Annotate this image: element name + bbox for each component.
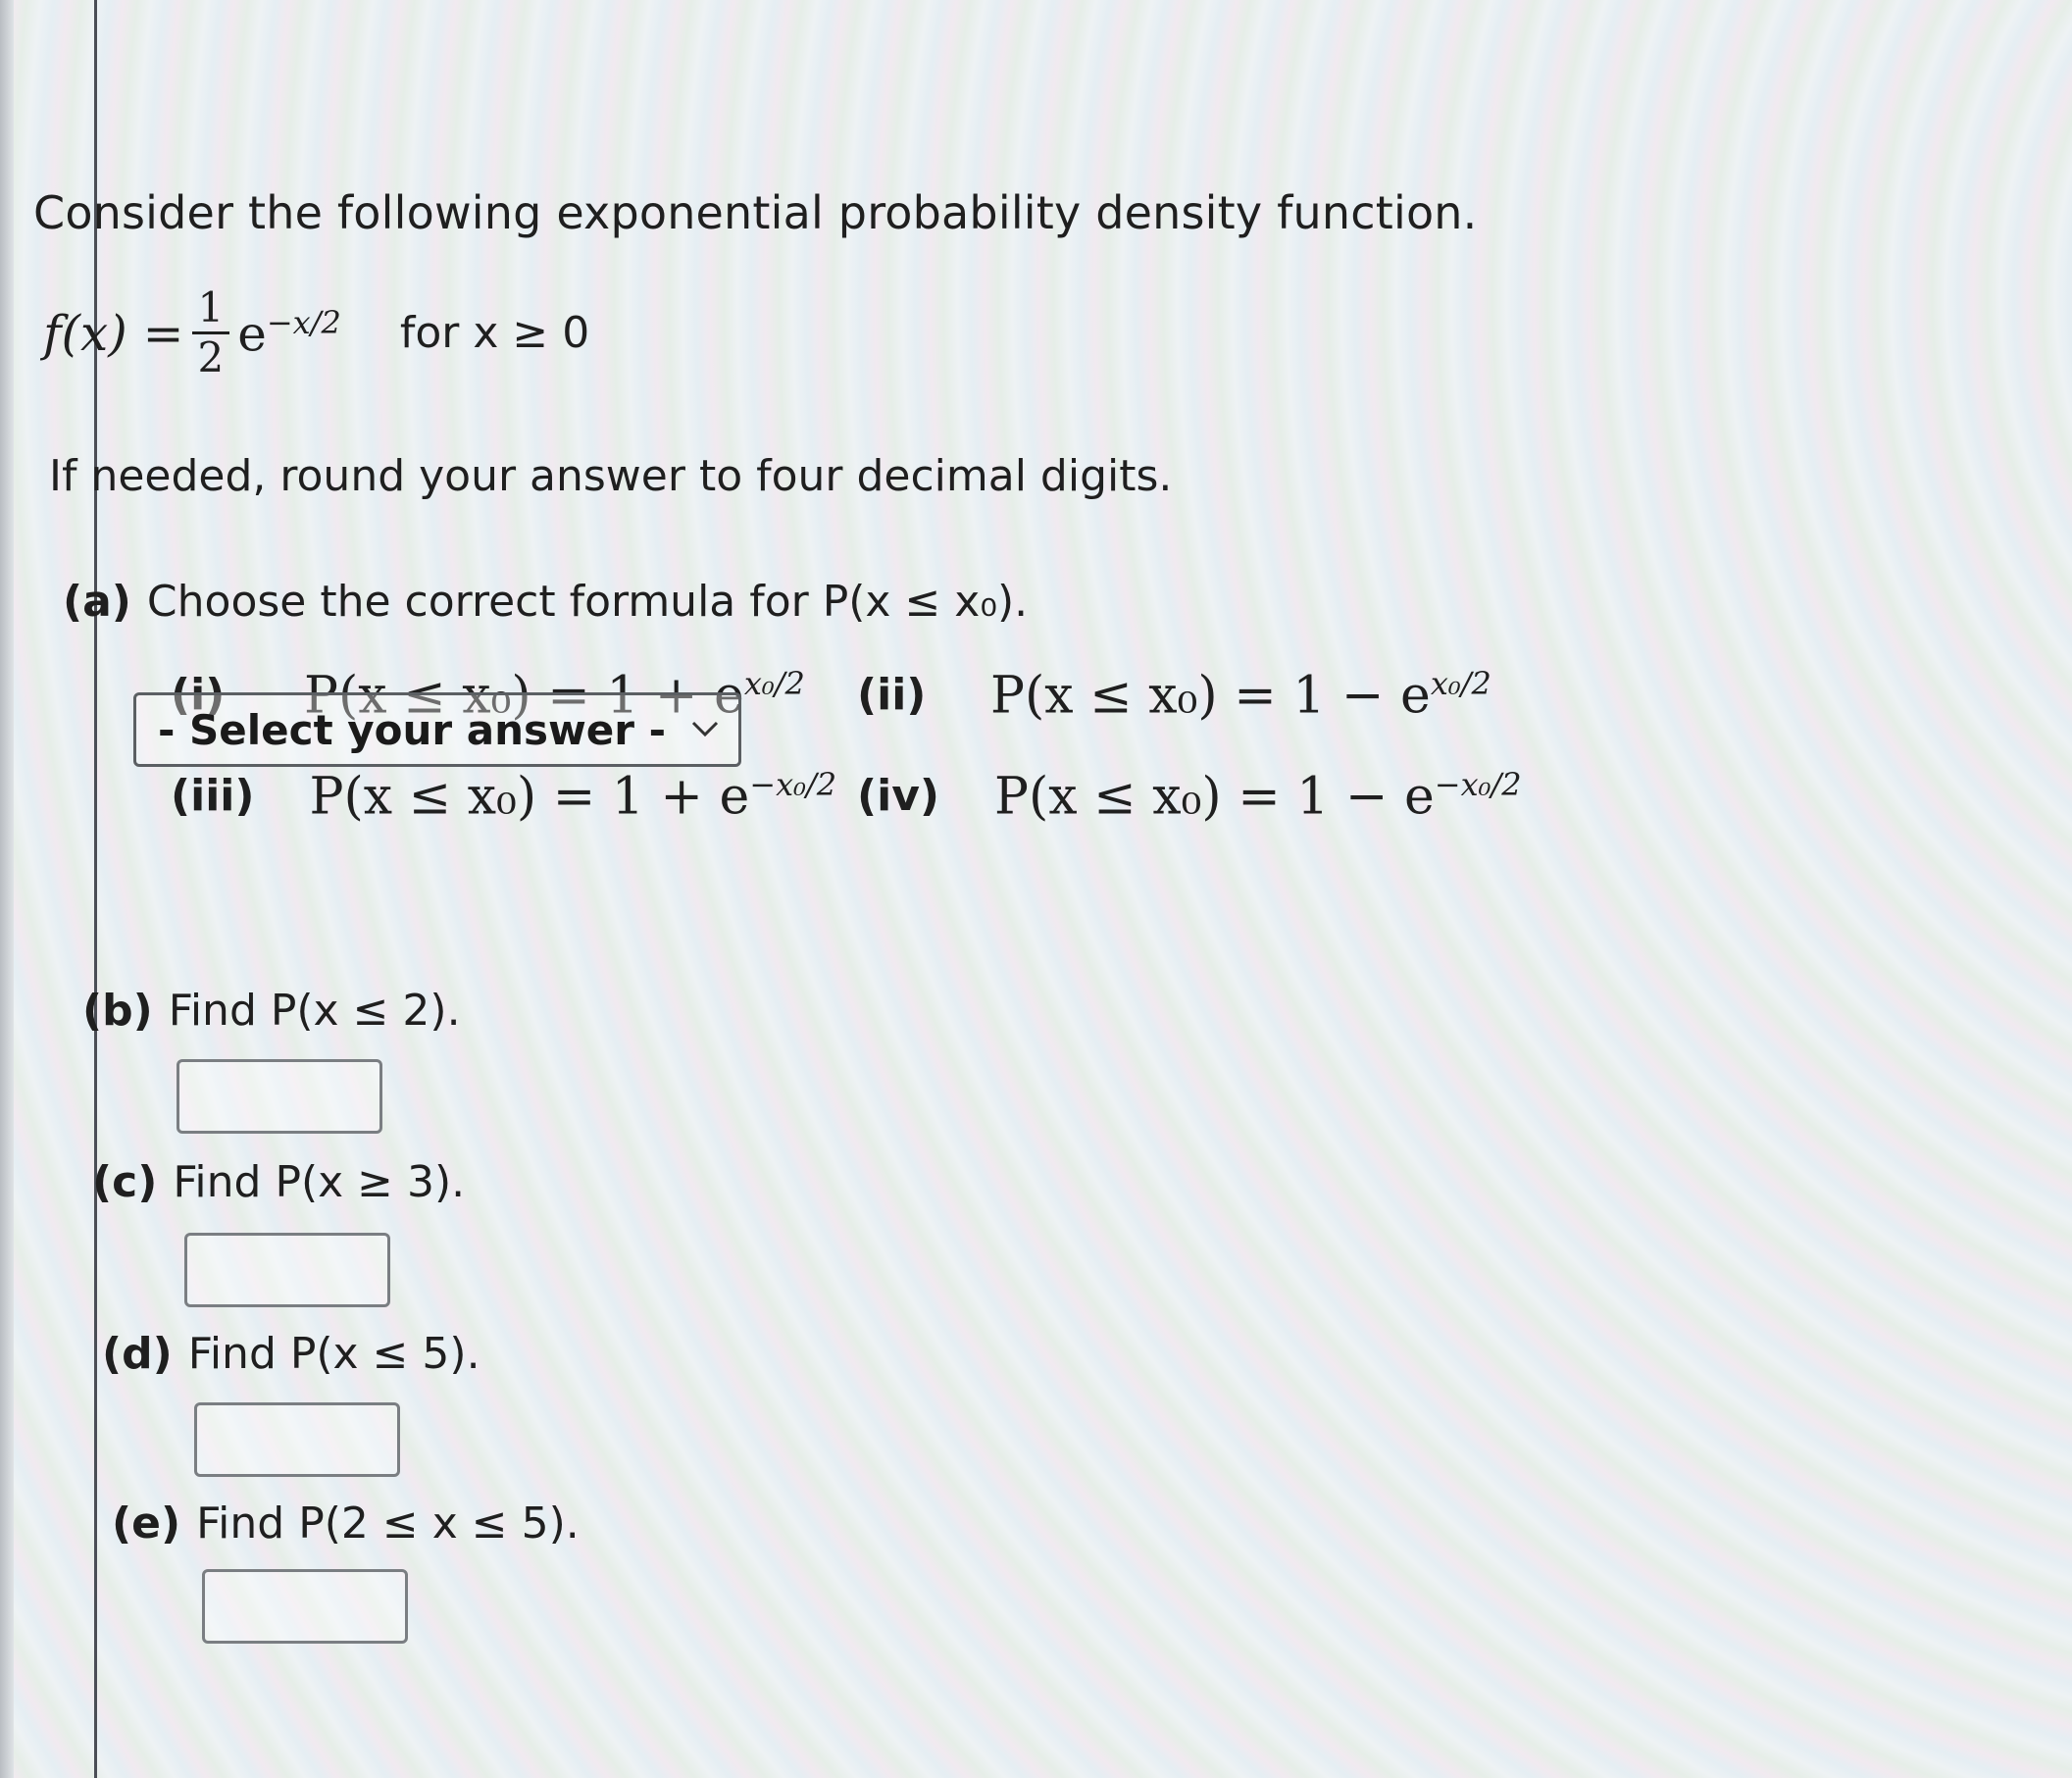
option-formula-body: P(x ≤ x₀) = 1 − e	[993, 767, 1435, 827]
part-b-text: Find P(x ≤ 2).	[168, 986, 461, 1036]
pdf-base: e	[237, 305, 267, 363]
option-iii	[171, 766, 857, 826]
part-d-answer-input[interactable]	[194, 1402, 400, 1477]
option-label: (i)	[171, 670, 226, 721]
option-ii	[857, 665, 1543, 725]
option-exponent: −x₀/2	[1434, 766, 1522, 804]
option-formula-body: P(x ≤ x₀) = 1 − e	[990, 666, 1431, 726]
part-b-label: (b)	[82, 986, 153, 1036]
part-e-text: Find P(2 ≤ x ≤ 5).	[196, 1499, 580, 1549]
part-d-text: Find P(x ≤ 5).	[187, 1329, 480, 1379]
part-a-text: Choose the correct formula for P(x ≤ x₀).	[146, 577, 1029, 627]
pdf-lhs: f(x) =	[43, 304, 184, 362]
part-c-prompt	[92, 1157, 465, 1207]
option-formula-body: P(x ≤ x₀) = 1 + e	[309, 767, 750, 827]
fraction-numerator: 1	[197, 283, 225, 331]
pdf-condition: for x ≥ 0	[399, 308, 590, 358]
part-b-answer-input[interactable]	[177, 1059, 382, 1134]
part-d-prompt	[102, 1329, 480, 1379]
part-c-label: (c)	[92, 1157, 158, 1207]
option-iv	[857, 766, 1543, 826]
option-exponent: x₀/2	[1430, 665, 1491, 702]
option-formula	[990, 665, 1491, 725]
option-formula	[309, 766, 836, 826]
question-intro: Consider the following exponential probability density function.	[33, 186, 1478, 239]
pdf-formula	[43, 284, 589, 381]
rounding-instruction: If needed, round your answer to four decimal digits.	[49, 451, 1173, 501]
option-formula	[994, 766, 1522, 826]
part-d-label: (d)	[102, 1329, 173, 1379]
option-label: (iv)	[857, 771, 939, 822]
part-c-text: Find P(x ≥ 3).	[173, 1157, 466, 1207]
select-placeholder: - Select your answer -	[158, 705, 667, 754]
option-exponent: x₀/2	[743, 665, 805, 702]
part-c-answer-input[interactable]	[184, 1233, 390, 1307]
part-e-answer-input[interactable]	[202, 1569, 408, 1644]
answer-select-dropdown[interactable]	[133, 692, 741, 767]
pdf-exponent: −x/2	[266, 303, 341, 341]
option-formula-body: P(x ≤ x₀) = 1 + e	[304, 666, 744, 726]
part-e-label: (e)	[112, 1499, 181, 1549]
fraction-denominator: 2	[197, 333, 225, 381]
option-exponent: −x₀/2	[749, 766, 837, 804]
option-label: (iii)	[171, 771, 255, 822]
part-a-prompt	[63, 577, 1028, 627]
pdf-exponential	[237, 304, 341, 363]
part-a-label: (a)	[63, 577, 131, 627]
page-border-line	[94, 0, 97, 1778]
pdf-fraction	[192, 284, 230, 381]
screen-edge	[0, 0, 14, 1778]
part-b-prompt	[82, 986, 461, 1036]
option-label: (ii)	[857, 670, 927, 721]
chevron-down-icon	[689, 713, 721, 744]
part-e-prompt	[112, 1499, 580, 1549]
